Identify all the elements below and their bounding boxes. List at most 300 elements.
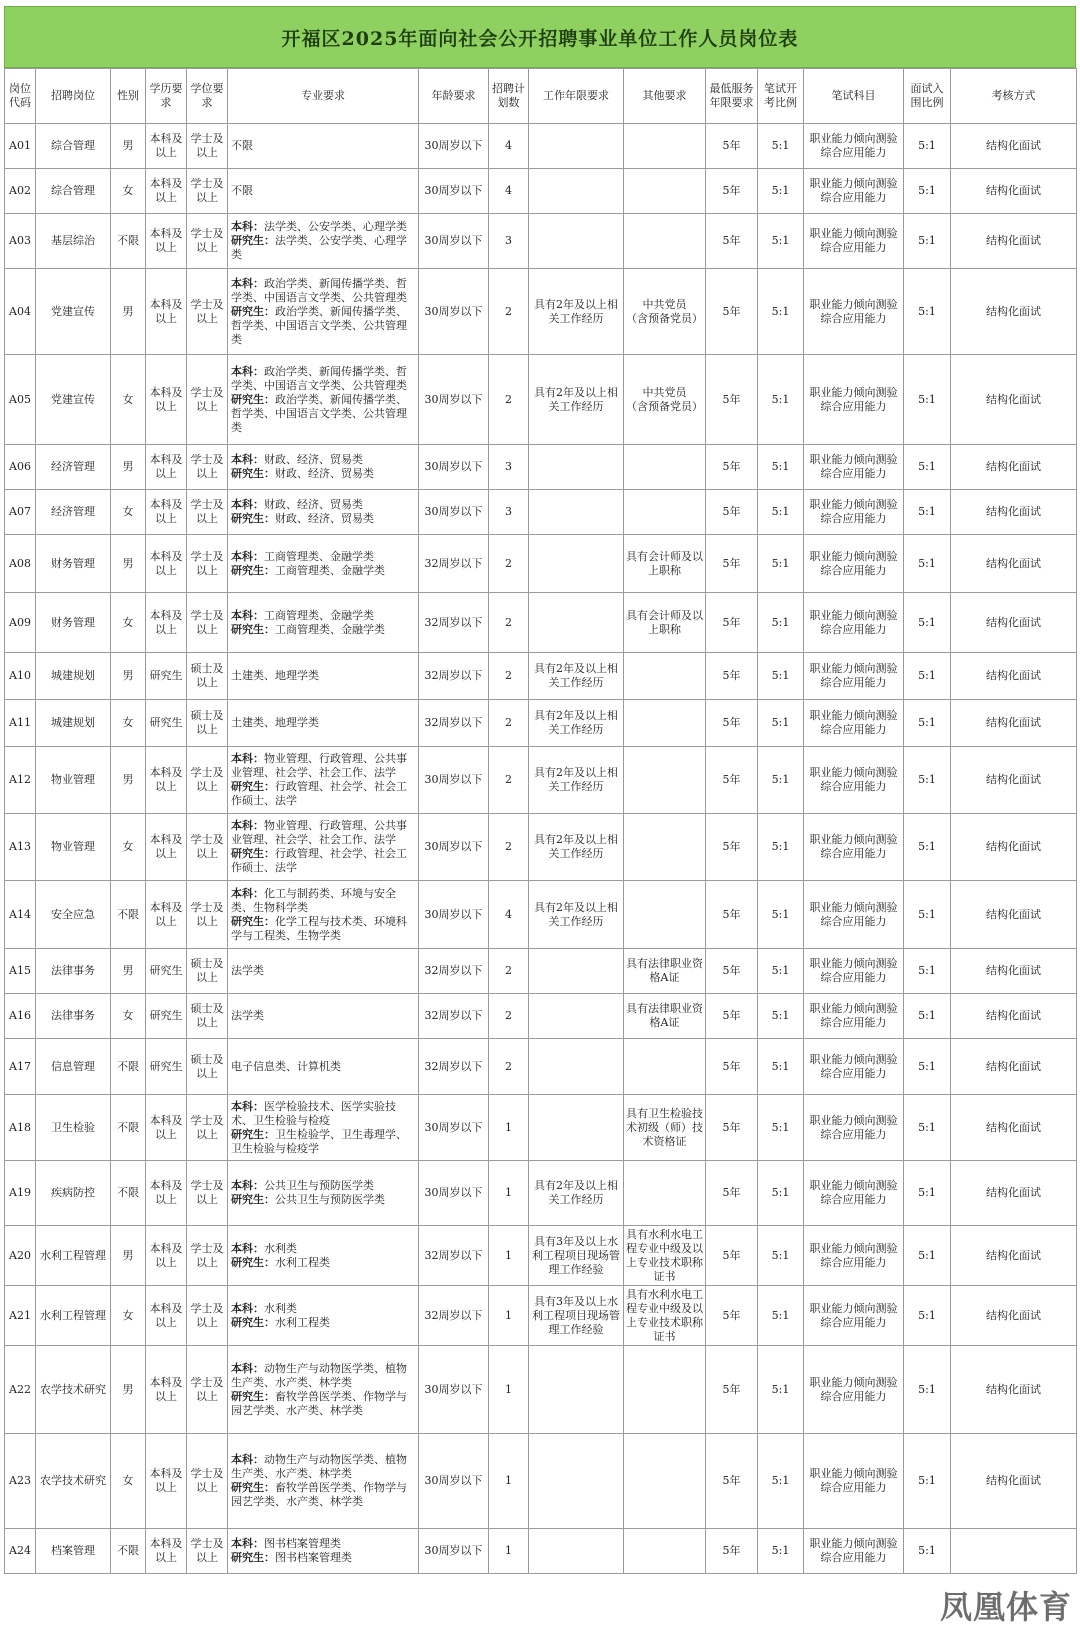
cell-gender: 不限 (111, 1161, 146, 1226)
major-label: 研究生： (231, 512, 275, 525)
cell-written-ratio: 5:1 (758, 1286, 804, 1346)
cell-interview-ratio: 5:1 (904, 355, 951, 445)
major-line (231, 277, 416, 305)
cell-edu: 本科及以上 (146, 593, 187, 653)
column-header: 笔试科目 (804, 69, 904, 124)
cell-service: 5年 (706, 653, 758, 700)
cell-post: 综合管理 (36, 124, 111, 169)
cell-subjects: 职业能力倾向测验 综合应用能力 (804, 355, 904, 445)
cell-interview-ratio: 5:1 (904, 881, 951, 949)
cell-years: 具有3年及以上水利工程项目现场管理工作经验 (529, 1286, 624, 1346)
cell-num: 3 (489, 445, 529, 490)
table-row (5, 214, 1077, 269)
table-row (5, 700, 1077, 747)
cell-num: 2 (489, 814, 529, 881)
cell-gender: 不限 (111, 214, 146, 269)
cell-degree: 学士及以上 (187, 355, 228, 445)
cell-subjects: 职业能力倾向测验 综合应用能力 (804, 1161, 904, 1226)
cell-age: 30周岁以下 (419, 355, 489, 445)
cell-interview-ratio: 5:1 (904, 814, 951, 881)
cell-years: 具有2年及以上相关工作经历 (529, 700, 624, 747)
cell-years: 具有2年及以上相关工作经历 (529, 747, 624, 814)
table-row (5, 355, 1077, 445)
page (4, 6, 1076, 1574)
major-text: 水利工程类 (275, 1315, 330, 1329)
cell-degree: 学士及以上 (187, 881, 228, 949)
major-text: 物业管理、行政管理、公共事业管理、社会学、社会工作、法学 (231, 819, 407, 846)
cell-num: 3 (489, 214, 529, 269)
cell-gender: 男 (111, 445, 146, 490)
cell-degree: 学士及以上 (187, 445, 228, 490)
major-text: 土建类、地理学类 (231, 716, 319, 729)
cell-other: 具有法律职业资格A证 (624, 949, 706, 994)
cell-service: 5年 (706, 747, 758, 814)
major-label: 本科： (231, 1099, 264, 1113)
page-title: 开福区2025年面向社会公开招聘事业单位工作人员岗位表 (281, 27, 799, 50)
table-row (5, 124, 1077, 169)
cell-interview-ratio: 5:1 (904, 214, 951, 269)
cell-assess: 结构化面试 (951, 355, 1077, 445)
major-label: 研究生： (231, 1551, 275, 1564)
major-label: 研究生： (231, 914, 275, 928)
cell-service: 5年 (706, 490, 758, 535)
major-line (231, 1537, 416, 1551)
header-row (5, 69, 1077, 124)
cell-assess: 结构化面试 (951, 949, 1077, 994)
cell-assess: 结构化面试 (951, 1226, 1077, 1286)
cell-major (228, 1039, 419, 1095)
cell-num: 1 (489, 1095, 529, 1161)
cell-age: 30周岁以下 (419, 881, 489, 949)
major-label: 本科： (231, 1179, 264, 1192)
cell-gender: 男 (111, 1226, 146, 1286)
column-header: 年龄要求 (419, 69, 489, 124)
cell-gender: 男 (111, 535, 146, 593)
cell-assess: 结构化面试 (951, 1346, 1077, 1434)
cell-other (624, 1039, 706, 1095)
cell-subjects: 职业能力倾向测验 综合应用能力 (804, 535, 904, 593)
major-label: 研究生： (231, 1389, 275, 1403)
cell-post: 城建规划 (36, 700, 111, 747)
major-label: 研究生： (231, 1255, 275, 1269)
cell-num: 1 (489, 1346, 529, 1434)
major-text: 工商管理类、金融学类 (264, 608, 374, 622)
cell-post: 综合管理 (36, 169, 111, 214)
cell-years (529, 490, 624, 535)
cell-written-ratio: 5:1 (758, 124, 804, 169)
cell-subjects: 职业能力倾向测验 综合应用能力 (804, 490, 904, 535)
table-row (5, 445, 1077, 490)
column-header: 工作年限要求 (529, 69, 624, 124)
major-line (231, 393, 416, 435)
cell-assess (951, 1529, 1077, 1574)
cell-service: 5年 (706, 949, 758, 994)
cell-gender: 男 (111, 747, 146, 814)
cell-age: 32周岁以下 (419, 1286, 489, 1346)
table-row (5, 169, 1077, 214)
cell-major (228, 747, 419, 814)
cell-written-ratio: 5:1 (758, 1039, 804, 1095)
cell-assess: 结构化面试 (951, 1039, 1077, 1095)
major-line (231, 1302, 416, 1316)
cell-written-ratio: 5:1 (758, 1529, 804, 1574)
major-line (231, 1193, 416, 1207)
cell-major (228, 593, 419, 653)
cell-years: 具有2年及以上相关工作经历 (529, 881, 624, 949)
cell-other (624, 214, 706, 269)
cell-assess: 结构化面试 (951, 124, 1077, 169)
cell-assess: 结构化面试 (951, 593, 1077, 653)
major-text: 政治学类、新闻传播学类、哲学类、中国语言文学类、公共管理类 (231, 276, 407, 304)
major-label: 本科： (231, 220, 264, 233)
cell-degree: 学士及以上 (187, 1161, 228, 1226)
cell-service: 5年 (706, 994, 758, 1039)
cell-major (228, 814, 419, 881)
cell-interview-ratio: 5:1 (904, 747, 951, 814)
cell-subjects: 职业能力倾向测验 综合应用能力 (804, 994, 904, 1039)
table-row (5, 1346, 1077, 1434)
major-line (231, 234, 416, 262)
table-row (5, 1161, 1077, 1226)
cell-age: 32周岁以下 (419, 593, 489, 653)
cell-service: 5年 (706, 1226, 758, 1286)
major-label: 本科： (231, 453, 264, 466)
cell-major (228, 269, 419, 355)
cell-years (529, 949, 624, 994)
cell-degree: 硕士及以上 (187, 700, 228, 747)
cell-code: A13 (5, 814, 36, 881)
cell-assess: 结构化面试 (951, 269, 1077, 355)
cell-edu: 研究生 (146, 700, 187, 747)
cell-post: 安全应急 (36, 881, 111, 949)
cell-assess: 结构化面试 (951, 1095, 1077, 1161)
cell-major (228, 355, 419, 445)
cell-edu: 研究生 (146, 1039, 187, 1095)
cell-edu: 本科及以上 (146, 814, 187, 881)
cell-num: 1 (489, 1529, 529, 1574)
cell-other: 具有法律职业资格A证 (624, 994, 706, 1039)
cell-years: 具有2年及以上相关工作经历 (529, 269, 624, 355)
cell-assess: 结构化面试 (951, 214, 1077, 269)
major-line (231, 498, 416, 512)
cell-age: 32周岁以下 (419, 653, 489, 700)
major-line (231, 1481, 416, 1509)
column-header: 面试入围比例 (904, 69, 951, 124)
cell-years (529, 445, 624, 490)
cell-written-ratio: 5:1 (758, 1095, 804, 1161)
major-text: 财政、经济、贸易类 (264, 498, 363, 511)
cell-code: A08 (5, 535, 36, 593)
cell-service: 5年 (706, 1039, 758, 1095)
table-row (5, 593, 1077, 653)
cell-other (624, 169, 706, 214)
cell-age: 30周岁以下 (419, 169, 489, 214)
cell-post: 卫生检验 (36, 1095, 111, 1161)
major-line (231, 1128, 416, 1156)
cell-num: 2 (489, 355, 529, 445)
cell-age: 32周岁以下 (419, 994, 489, 1039)
cell-subjects: 职业能力倾向测验 综合应用能力 (804, 1039, 904, 1095)
cell-assess: 结构化面试 (951, 169, 1077, 214)
table-row (5, 1039, 1077, 1095)
cell-edu: 本科及以上 (146, 535, 187, 593)
major-label: 研究生： (231, 847, 275, 860)
cell-written-ratio: 5:1 (758, 881, 804, 949)
cell-degree: 学士及以上 (187, 214, 228, 269)
cell-interview-ratio: 5:1 (904, 1434, 951, 1529)
major-label: 研究生： (231, 467, 275, 480)
major-text: 政治学类、新闻传播学类、哲学类、中国语言文学类、公共管理类 (231, 364, 407, 392)
cell-gender: 不限 (111, 1095, 146, 1161)
cell-gender: 女 (111, 169, 146, 214)
major-text: 不限 (231, 139, 253, 152)
watermark-logo: 凤凰体育 (939, 1588, 1072, 1626)
major-text: 行政管理、社会学、社会工作硕士、法学 (231, 847, 407, 874)
cell-major (228, 169, 419, 214)
major-line (231, 847, 416, 875)
cell-assess: 结构化面试 (951, 653, 1077, 700)
cell-num: 3 (489, 490, 529, 535)
major-text: 公共卫生与预防医学类 (264, 1179, 374, 1192)
cell-code: A07 (5, 490, 36, 535)
major-label: 本科： (231, 819, 264, 832)
cell-assess: 结构化面试 (951, 445, 1077, 490)
cell-interview-ratio: 5:1 (904, 1286, 951, 1346)
cell-years: 具有3年及以上水利工程项目现场管理工作经验 (529, 1226, 624, 1286)
cell-service: 5年 (706, 1095, 758, 1161)
cell-num: 4 (489, 881, 529, 949)
major-line (231, 669, 416, 683)
cell-subjects: 职业能力倾向测验 综合应用能力 (804, 653, 904, 700)
major-line (231, 1060, 416, 1074)
cell-assess: 结构化面试 (951, 814, 1077, 881)
cell-other: 具有卫生检验技术初级（师）技术资格证 (624, 1095, 706, 1161)
major-text: 图书档案管理类 (275, 1551, 352, 1564)
major-text: 土建类、地理学类 (231, 669, 319, 682)
cell-years: 具有2年及以上相关工作经历 (529, 1161, 624, 1226)
cell-service: 5年 (706, 1434, 758, 1529)
major-text: 财政、经济、贸易类 (275, 467, 374, 480)
cell-written-ratio: 5:1 (758, 653, 804, 700)
cell-other (624, 490, 706, 535)
cell-code: A17 (5, 1039, 36, 1095)
cell-num: 2 (489, 653, 529, 700)
cell-assess: 结构化面试 (951, 994, 1077, 1039)
cell-post: 党建宣传 (36, 269, 111, 355)
major-text: 物业管理、行政管理、公共事业管理、社会学、社会工作、法学 (231, 752, 407, 779)
cell-edu: 本科及以上 (146, 1346, 187, 1434)
cell-num: 1 (489, 1226, 529, 1286)
cell-other: 中共党员 （含预备党员） (624, 269, 706, 355)
cell-interview-ratio: 5:1 (904, 593, 951, 653)
cell-degree: 学士及以上 (187, 1529, 228, 1574)
cell-subjects: 职业能力倾向测验 综合应用能力 (804, 269, 904, 355)
major-line (231, 1179, 416, 1193)
cell-interview-ratio: 5:1 (904, 1226, 951, 1286)
major-text: 财政、经济、贸易类 (264, 453, 363, 466)
cell-edu: 本科及以上 (146, 214, 187, 269)
table-row (5, 1226, 1077, 1286)
major-line (231, 752, 416, 780)
cell-gender: 女 (111, 1286, 146, 1346)
cell-major (228, 1434, 419, 1529)
cell-num: 1 (489, 1161, 529, 1226)
cell-other: 具有水利水电工程专业中级及以上专业技术职称证书 (624, 1226, 706, 1286)
cell-service: 5年 (706, 1529, 758, 1574)
major-line (231, 220, 416, 234)
major-label: 研究生： (231, 780, 275, 793)
cell-gender: 男 (111, 269, 146, 355)
cell-service: 5年 (706, 881, 758, 949)
cell-gender: 男 (111, 124, 146, 169)
cell-degree: 学士及以上 (187, 124, 228, 169)
cell-edu: 研究生 (146, 653, 187, 700)
cell-major (228, 949, 419, 994)
cell-degree: 学士及以上 (187, 1095, 228, 1161)
cell-num: 2 (489, 593, 529, 653)
cell-code: A01 (5, 124, 36, 169)
cell-major (228, 124, 419, 169)
cell-interview-ratio: 5:1 (904, 535, 951, 593)
cell-assess: 结构化面试 (951, 700, 1077, 747)
cell-other (624, 1434, 706, 1529)
cell-service: 5年 (706, 1346, 758, 1434)
cell-code: A12 (5, 747, 36, 814)
major-label: 本科： (231, 1453, 264, 1466)
cell-degree: 学士及以上 (187, 169, 228, 214)
cell-other (624, 445, 706, 490)
job-table (4, 68, 1077, 1574)
cell-years (529, 124, 624, 169)
cell-major (228, 1161, 419, 1226)
cell-written-ratio: 5:1 (758, 1161, 804, 1226)
cell-other (624, 1529, 706, 1574)
cell-degree: 学士及以上 (187, 1286, 228, 1346)
cell-other (624, 747, 706, 814)
table-row (5, 535, 1077, 593)
column-header: 学历要求 (146, 69, 187, 124)
cell-code: A15 (5, 949, 36, 994)
cell-age: 30周岁以下 (419, 1434, 489, 1529)
major-label: 研究生： (231, 622, 275, 636)
cell-years: 具有2年及以上相关工作经历 (529, 653, 624, 700)
cell-interview-ratio: 5:1 (904, 1346, 951, 1434)
cell-edu: 本科及以上 (146, 1434, 187, 1529)
major-line (231, 1362, 416, 1390)
major-label: 研究生： (231, 392, 275, 406)
table-row (5, 269, 1077, 355)
major-line (231, 1242, 416, 1256)
cell-years (529, 1039, 624, 1095)
table-row (5, 994, 1077, 1039)
major-line (231, 716, 416, 730)
cell-post: 农学技术研究 (36, 1346, 111, 1434)
major-text: 法学类、公安学类、心理学类 (264, 220, 407, 233)
cell-degree: 学士及以上 (187, 747, 228, 814)
cell-other: 具有会计师及以上职称 (624, 535, 706, 593)
cell-subjects: 职业能力倾向测验 综合应用能力 (804, 1095, 904, 1161)
cell-subjects: 职业能力倾向测验 综合应用能力 (804, 1226, 904, 1286)
major-label: 本科： (231, 1241, 264, 1255)
cell-post: 档案管理 (36, 1529, 111, 1574)
cell-other: 具有水利水电工程专业中级及以上专业技术职称证书 (624, 1286, 706, 1346)
cell-major (228, 535, 419, 593)
cell-age: 32周岁以下 (419, 700, 489, 747)
major-label: 本科： (231, 608, 264, 622)
cell-gender: 男 (111, 949, 146, 994)
major-text: 工商管理类、金融学类 (275, 563, 385, 577)
cell-other: 具有会计师及以上职称 (624, 593, 706, 653)
major-line (231, 623, 416, 637)
major-text: 法学类、公安学类、心理学类 (231, 234, 407, 261)
cell-gender: 不限 (111, 881, 146, 949)
cell-post: 水利工程管理 (36, 1226, 111, 1286)
cell-post: 物业管理 (36, 814, 111, 881)
cell-degree: 学士及以上 (187, 814, 228, 881)
cell-interview-ratio: 5:1 (904, 949, 951, 994)
cell-code: A02 (5, 169, 36, 214)
table-row (5, 1529, 1077, 1574)
cell-major (228, 1226, 419, 1286)
cell-interview-ratio: 5:1 (904, 1039, 951, 1095)
major-label: 本科： (231, 364, 264, 378)
cell-assess: 结构化面试 (951, 1434, 1077, 1529)
column-header: 学位要求 (187, 69, 228, 124)
cell-gender: 男 (111, 1346, 146, 1434)
cell-age: 30周岁以下 (419, 124, 489, 169)
cell-edu: 本科及以上 (146, 169, 187, 214)
cell-years (529, 1346, 624, 1434)
cell-subjects: 职业能力倾向测验 综合应用能力 (804, 949, 904, 994)
cell-post: 城建规划 (36, 653, 111, 700)
major-label: 本科： (231, 1301, 264, 1315)
table-row (5, 747, 1077, 814)
major-line (231, 1100, 416, 1128)
major-line (231, 512, 416, 526)
cell-edu: 本科及以上 (146, 1161, 187, 1226)
cell-assess: 结构化面试 (951, 490, 1077, 535)
cell-other (624, 1346, 706, 1434)
cell-edu: 本科及以上 (146, 1286, 187, 1346)
cell-code: A18 (5, 1095, 36, 1161)
cell-major (228, 1095, 419, 1161)
cell-code: A09 (5, 593, 36, 653)
cell-years (529, 1095, 624, 1161)
major-text: 动物生产与动物医学类、植物生产类、水产类、林学类 (231, 1453, 407, 1480)
cell-num: 4 (489, 169, 529, 214)
major-text: 不限 (231, 184, 253, 197)
major-text: 畜牧学兽医学类、作物学与园艺学类、水产类、林学类 (231, 1389, 407, 1417)
cell-code: A14 (5, 881, 36, 949)
cell-post: 物业管理 (36, 747, 111, 814)
cell-age: 30周岁以下 (419, 1095, 489, 1161)
table-row (5, 653, 1077, 700)
cell-num: 2 (489, 535, 529, 593)
cell-interview-ratio: 5:1 (904, 1529, 951, 1574)
cell-interview-ratio: 5:1 (904, 994, 951, 1039)
cell-post: 法律事务 (36, 994, 111, 1039)
cell-written-ratio: 5:1 (758, 535, 804, 593)
cell-interview-ratio: 5:1 (904, 653, 951, 700)
column-header: 考核方式 (951, 69, 1077, 124)
cell-written-ratio: 5:1 (758, 445, 804, 490)
cell-gender: 不限 (111, 1039, 146, 1095)
major-line (231, 1551, 416, 1565)
cell-gender: 不限 (111, 1529, 146, 1574)
major-text: 化工与制药类、环境与安全类、生物科学类 (231, 886, 396, 914)
cell-age: 32周岁以下 (419, 1039, 489, 1095)
major-text: 工商管理类、金融学类 (264, 549, 374, 563)
